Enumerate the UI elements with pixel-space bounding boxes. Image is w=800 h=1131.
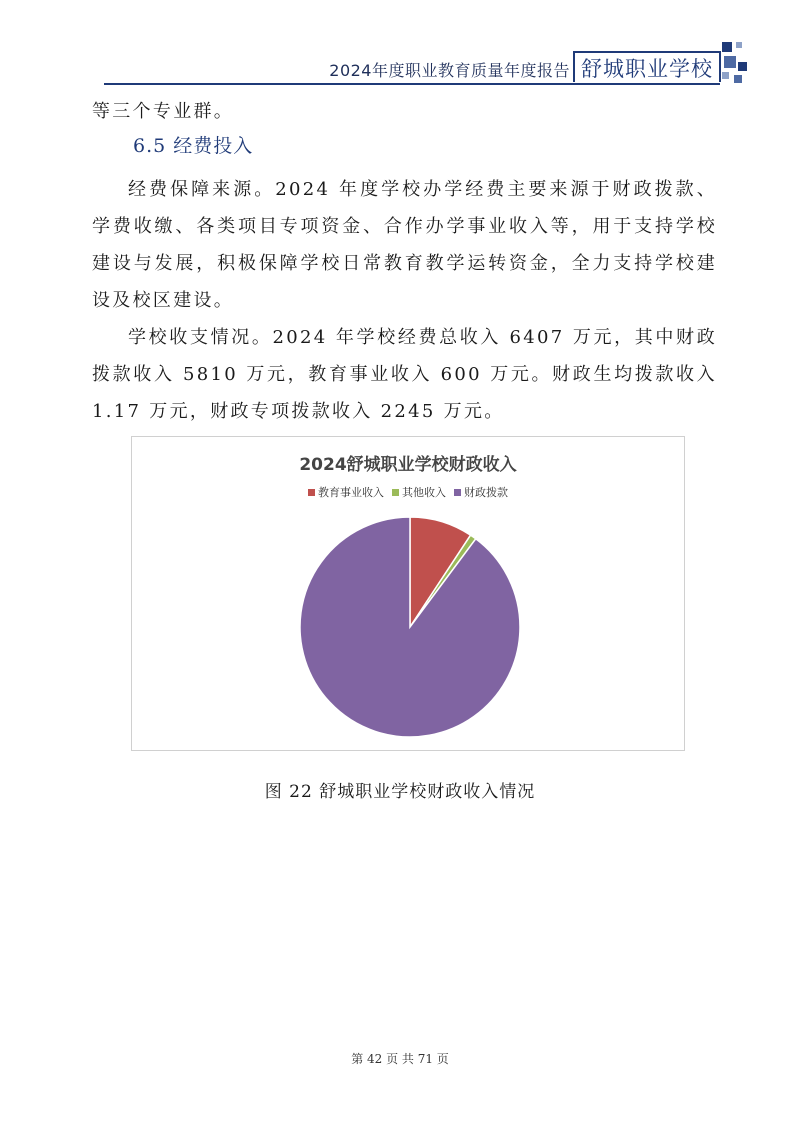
- school-name-badge: 舒城职业学校: [573, 51, 721, 82]
- legend-label: 财政拨款: [464, 486, 508, 499]
- header-divider: [104, 83, 720, 85]
- page-number: 第 42 页 共 71 页: [351, 1052, 449, 1066]
- paragraph-funding-sources: 经费保障来源。2024 年度学校办学经费主要来源于财政拨款、学费收缴、各类项目专项资金、合作办学事业收入等，用于支持学校建设与发展，积极保障学校日常教育教学运转资金，全力支持学校建设及校区建设。: [92, 179, 717, 311]
- legend-label: 其他收入: [402, 486, 446, 499]
- report-header-title: 2024年度职业教育质量年度报告: [329, 61, 570, 80]
- body-text-line: 等三个专业群。: [92, 101, 235, 122]
- chart-title: 2024舒城职业学校财政收入: [299, 455, 517, 475]
- pie-chart: [132, 437, 684, 750]
- section-heading: 6.5 经费投入: [133, 135, 254, 157]
- pie-chart-container: [131, 436, 685, 751]
- paragraph-income-expenditure: 学校收支情况。2024 年学校经费总收入 6407 万元，其中财政拨款收入 5810 万元，教育事业收入 600 万元。财政生均拨款收入 1.17 万元，财政专项拨款收入 2245 万元。: [92, 327, 717, 422]
- figure-caption: 图 22 舒城职业学校财政收入情况: [264, 782, 536, 802]
- legend-label: 教育事业收入: [318, 486, 384, 499]
- pie-slice: [300, 517, 520, 737]
